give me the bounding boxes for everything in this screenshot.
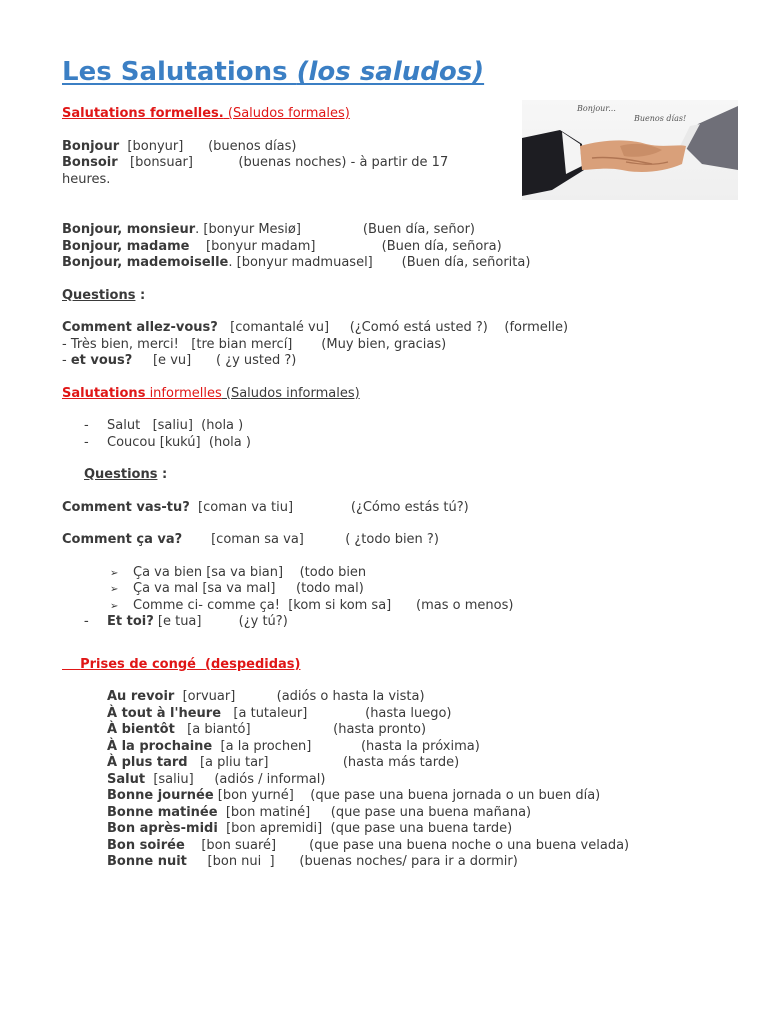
- formal-line-bonjour: Bonjour [bonyur] (buenos días): [62, 138, 297, 154]
- section-heading-formal: Salutations formelles. (Saludos formales): [62, 106, 350, 121]
- section-heading-despedidas: Prises de congé (despedidas): [80, 656, 301, 672]
- list-item: ➢ Comme ci- comme ça! [kom si kom sa] (mas o menos): [62, 598, 742, 615]
- formal-line-monsieur: Bonjour, monsieur. [bonyur Mesiø] (Buen día, señor): [62, 222, 475, 237]
- arrow-bullet-icon: ➢: [110, 584, 119, 595]
- question-vas-tu: Comment vas-tu? [coman va tiu] (¿Cómo estás tú?): [62, 499, 469, 515]
- informal-list: [62, 418, 742, 451]
- arrow-bullet-icon: ➢: [110, 567, 119, 579]
- list-item: ➢ Ça va mal [sa va mal] (todo mal): [62, 581, 742, 598]
- list-item: Au revoir [orvuar] (adiós o hasta la vista): [107, 689, 425, 704]
- list-item: - Et toi? [e tua] (¿y tú?): [62, 614, 742, 631]
- list-item: À bientôt [a biantó] (hasta pronto): [107, 722, 427, 737]
- arrow-bullet-icon: ➢: [110, 600, 119, 612]
- list-item: Bon soirée [bon suaré] (que pase una buena noche o una buena velada): [107, 837, 630, 853]
- question-ca-va: Comment ça va? [coman sa va] ( ¿todo bien ?): [62, 532, 439, 547]
- list-item: Bonne nuit [bon nui ] (buenas noches/ para ir a dormir): [107, 854, 518, 869]
- answers-list: [62, 565, 742, 615]
- question-et-vous: - et vous? [e vu] ( ¿y usted ?): [62, 353, 297, 368]
- list-item: Bon après-midi [bon apremidi] (que pase una buena tarde): [107, 821, 513, 836]
- formal-line-wrap: heures.: [62, 171, 111, 187]
- list-item: Bonne matinée [bon matiné] (que pase una buena mañana): [107, 804, 532, 820]
- document-page: [62, 54, 742, 871]
- despedidas-list: [62, 689, 742, 871]
- list-item: À tout à l'heure [a tutaleur] (hasta luego): [107, 705, 452, 721]
- answer-tres-bien: - Très bien, merci! [tre bian mercí] (Muy bien, gracias): [62, 336, 447, 352]
- formal-line-madame: Bonjour, madame [bonyur madam] (Buen día, señora): [62, 238, 502, 254]
- question-allez-vous: Comment allez-vous? [comantalé vu] (¿Comó está usted ?) (formelle): [62, 320, 569, 335]
- list-item: À la prochaine [a la prochen] (hasta la próxima): [107, 738, 480, 754]
- list-item: À plus tard [a pliu tar] (hasta más tarde): [107, 755, 460, 770]
- list-item: - Coucou [kukú] (hola ): [62, 435, 742, 452]
- list-item: - Salut [saliu] (hola ): [62, 418, 742, 435]
- list-item: Salut [saliu] (adiós / informal): [107, 771, 326, 787]
- image-caption-buenos-dias: Buenos días!: [634, 114, 687, 123]
- page-title: Les Salutations (los saludos): [62, 57, 485, 87]
- image-caption-bonjour: Bonjour...: [577, 104, 616, 113]
- section-heading-informal: Salutations informelles (Saludos informales): [62, 385, 360, 401]
- list-item: Bonne journée [bon yurné] (que pase una buena jornada o un buen día): [107, 788, 601, 803]
- et-toi-list: [62, 614, 742, 631]
- list-item: ➢ Ça va bien [sa va bian] (todo bien: [62, 565, 742, 582]
- formal-line-mademoiselle: Bonjour, mademoiselle. [bonyur madmuasel] (Buen día, señorita): [62, 255, 531, 270]
- formal-line-bonsoir: Bonsoir [bonsuar] (buenas noches) - à partir de 17: [62, 155, 449, 170]
- questions-heading: Questions :: [62, 287, 146, 303]
- questions-heading-2: Questions :: [84, 467, 168, 482]
